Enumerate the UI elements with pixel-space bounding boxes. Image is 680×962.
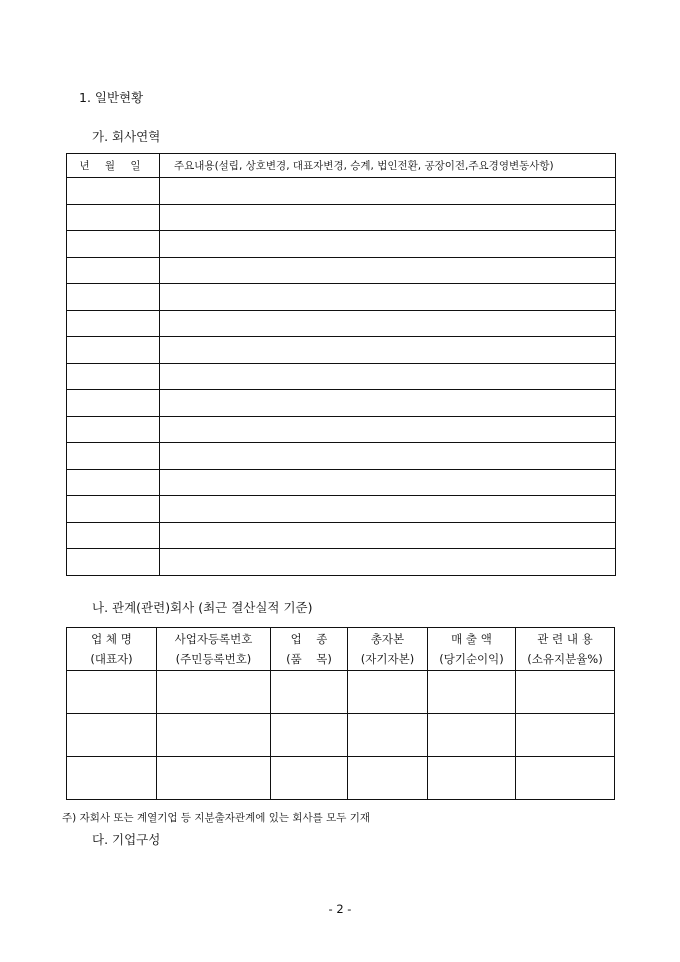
history-date-cell[interactable] (67, 496, 160, 523)
cell-company-name[interactable] (67, 757, 157, 800)
history-row (67, 284, 616, 311)
history-row (67, 522, 616, 549)
affiliates-note: 주) 자회사 또는 계열기업 등 지분출자관계에 있는 회사를 모두 기재 (62, 812, 370, 824)
header-business-reg-number: 사업자등록번호 (주민등록번호) (157, 628, 271, 671)
history-date-cell[interactable] (67, 443, 160, 470)
history-row (67, 390, 616, 417)
history-row (67, 337, 616, 364)
history-date-cell[interactable] (67, 257, 160, 284)
history-content-cell[interactable] (160, 363, 616, 390)
history-row (67, 363, 616, 390)
affiliates-table (66, 627, 615, 800)
history-row (67, 257, 616, 284)
header-company-name: 업 체 명 (대표자) (67, 628, 157, 671)
cell-company-name[interactable] (67, 671, 157, 714)
cell-relation[interactable] (516, 671, 615, 714)
cell-business-reg-number[interactable] (157, 671, 271, 714)
header-relation: 관 련 내 용 (소유지분율%) (516, 628, 615, 671)
company-history-title: 가. 회사연혁 (92, 129, 161, 144)
history-content-cell[interactable] (160, 443, 616, 470)
history-date-cell[interactable] (67, 522, 160, 549)
history-date-cell[interactable] (67, 363, 160, 390)
company-history-table (66, 153, 616, 576)
history-content-cell[interactable] (160, 390, 616, 417)
history-content-cell[interactable] (160, 178, 616, 205)
history-date-cell[interactable] (67, 416, 160, 443)
history-content-cell[interactable] (160, 284, 616, 311)
history-content-cell[interactable] (160, 310, 616, 337)
history-row (67, 443, 616, 470)
history-content-cell[interactable] (160, 549, 616, 576)
history-date-cell[interactable] (67, 337, 160, 364)
cell-company-name[interactable] (67, 714, 157, 757)
cell-sales[interactable] (428, 671, 516, 714)
affiliate-row (67, 671, 615, 714)
history-row (67, 549, 616, 576)
cell-total-capital[interactable] (348, 671, 428, 714)
history-date-cell[interactable] (67, 231, 160, 258)
history-row (67, 178, 616, 205)
cell-industry[interactable] (271, 714, 348, 757)
history-date-cell[interactable] (67, 284, 160, 311)
history-date-cell[interactable] (67, 178, 160, 205)
history-row (67, 496, 616, 523)
history-date-cell[interactable] (67, 390, 160, 417)
header-total-capital: 총자본 (자기자본) (348, 628, 428, 671)
history-content-cell[interactable] (160, 257, 616, 284)
cell-total-capital[interactable] (348, 757, 428, 800)
cell-sales[interactable] (428, 714, 516, 757)
affiliates-title: 나. 관계(관련)회사 (최근 결산실적 기준) (92, 600, 313, 615)
history-row (67, 310, 616, 337)
history-content-cell[interactable] (160, 496, 616, 523)
history-content-cell[interactable] (160, 337, 616, 364)
history-date-cell[interactable] (67, 469, 160, 496)
cell-business-reg-number[interactable] (157, 757, 271, 800)
header-industry: 업 종 (품 목) (271, 628, 348, 671)
history-row (67, 204, 616, 231)
cell-total-capital[interactable] (348, 714, 428, 757)
history-header-date: 년 월 일 (67, 154, 160, 178)
history-date-cell[interactable] (67, 310, 160, 337)
page-number: - 2 - (328, 902, 352, 916)
header-sales: 매 출 액 (당기순이익) (428, 628, 516, 671)
history-header-row (67, 154, 616, 178)
cell-business-reg-number[interactable] (157, 714, 271, 757)
history-content-cell[interactable] (160, 416, 616, 443)
affiliate-row (67, 714, 615, 757)
history-row (67, 416, 616, 443)
history-content-cell[interactable] (160, 522, 616, 549)
affiliate-row (67, 757, 615, 800)
cell-relation[interactable] (516, 714, 615, 757)
cell-relation[interactable] (516, 757, 615, 800)
history-header-content: 주요내용(설립, 상호변경, 대표자변경, 승계, 법인전환, 공장이전,주요경영변동사항) (160, 154, 616, 178)
cell-industry[interactable] (271, 757, 348, 800)
history-date-cell[interactable] (67, 549, 160, 576)
history-row (67, 231, 616, 258)
history-content-cell[interactable] (160, 469, 616, 496)
history-date-cell[interactable] (67, 204, 160, 231)
affiliates-header-row (67, 628, 615, 671)
cell-sales[interactable] (428, 757, 516, 800)
section-title: 1. 일반현황 (79, 90, 144, 105)
cell-industry[interactable] (271, 671, 348, 714)
organization-title: 다. 기업구성 (92, 832, 161, 847)
history-content-cell[interactable] (160, 231, 616, 258)
history-content-cell[interactable] (160, 204, 616, 231)
history-row (67, 469, 616, 496)
